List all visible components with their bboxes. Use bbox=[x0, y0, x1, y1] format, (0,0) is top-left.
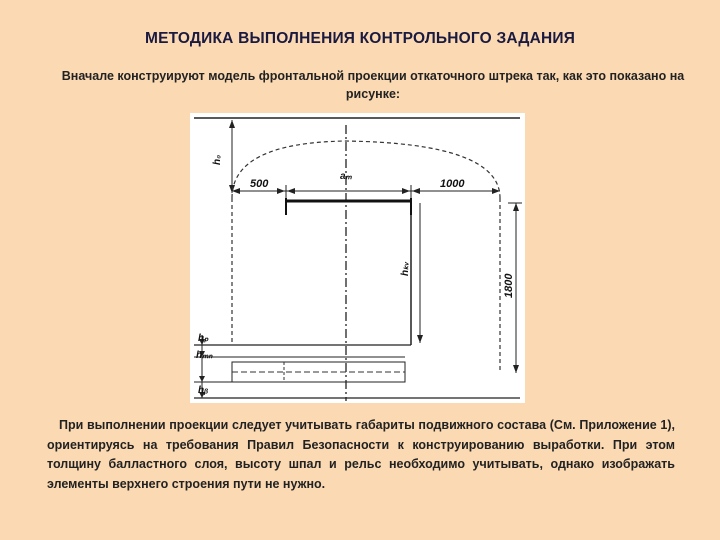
label-hb: hᵦ bbox=[198, 385, 209, 396]
intro-text: Вначале конструируют модель фронтальной проекции откаточного штрека так, как это показано на рисунке: bbox=[61, 69, 685, 101]
label-hr: hₚ bbox=[198, 333, 209, 344]
label-a: aₘ bbox=[340, 171, 352, 182]
label-hkv: hₖᵥ bbox=[400, 261, 411, 276]
label-hshp: hₘₙ bbox=[196, 350, 213, 361]
instruction-paragraph: При выполнении проекции следует учитывать габариты подвижного состава (См. Приложение 1), ориентируясь на требования Правил Безопасности к конструированию выработки. При этом толщину балластного слоя, высоту шпал и рельс необходимо учитывать, однако изображать элементы верхнего строения пути не нужно. bbox=[47, 418, 675, 491]
label-1000: 1000 bbox=[440, 178, 465, 190]
label-h0: h₀ bbox=[212, 154, 223, 165]
label-1800: 1800 bbox=[503, 273, 515, 298]
drift-projection-figure bbox=[190, 113, 525, 403]
label-500: 500 bbox=[250, 178, 269, 190]
slide-title: МЕТОДИКА ВЫПОЛНЕНИЯ КОНТРОЛЬНОГО ЗАДАНИЯ bbox=[144, 30, 576, 47]
